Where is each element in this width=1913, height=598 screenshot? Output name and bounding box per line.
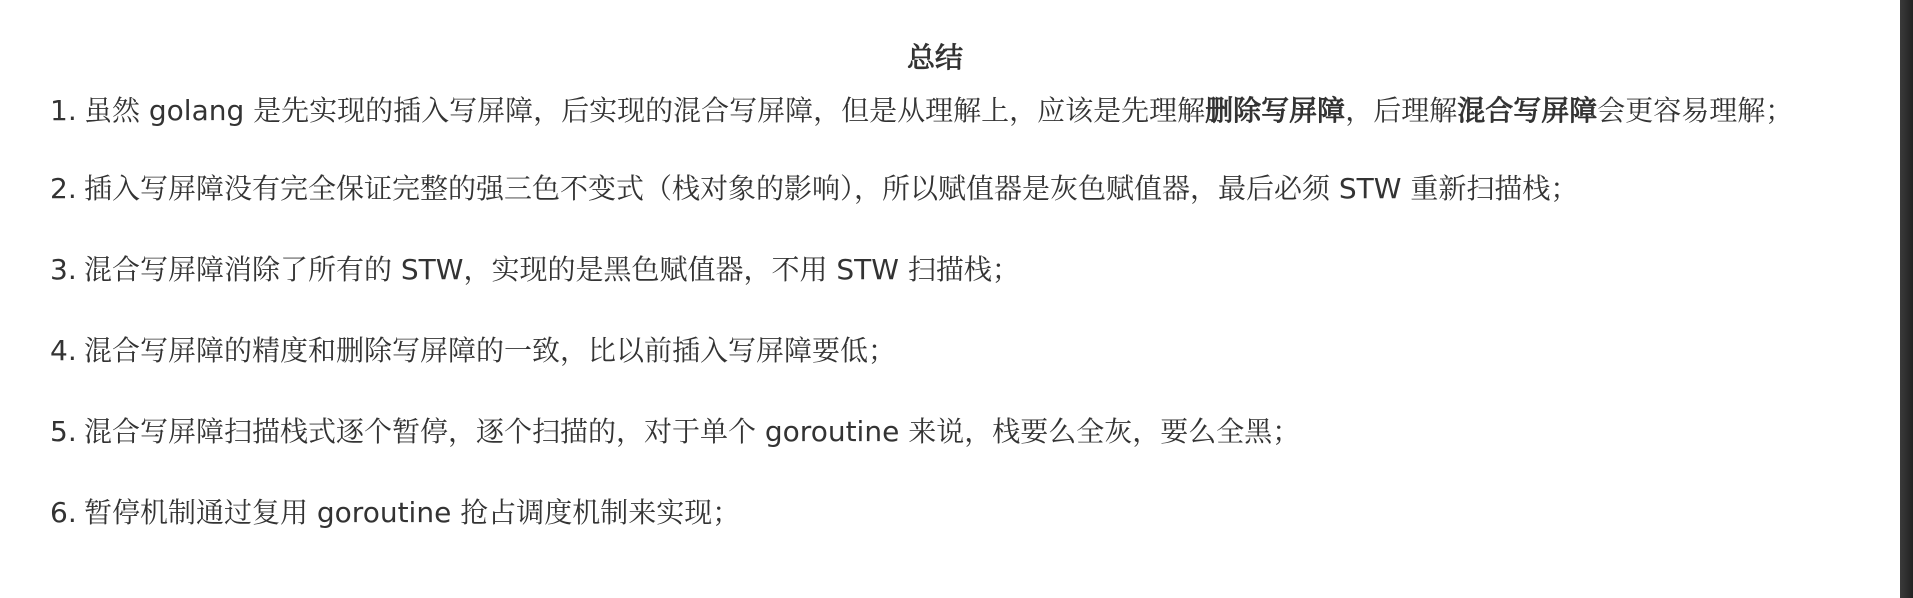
text-segment: 虽然 golang 是先实现的插入写屏障，后实现的混合写屏障，但是从理解上，应该是先理解 [84, 94, 1206, 127]
list-item [50, 164, 1860, 213]
list-item [50, 488, 1860, 537]
list-item-text: 混合写屏障扫描栈式逐个暂停，逐个扫描的，对于单个 goroutine 来说，栈要么全灰，要么全黑； [84, 415, 1301, 448]
list-item [50, 326, 1860, 375]
list-item-number: 4. [50, 334, 77, 367]
bold-term-delete-barrier: 删除写屏障 [1205, 94, 1346, 127]
bold-term-hybrid-barrier: 混合写屏障 [1457, 94, 1598, 127]
list-item-number: 6. [50, 496, 77, 529]
summary-list [50, 86, 1860, 569]
text-segment: 会更容易理解； [1597, 94, 1794, 127]
list-item-number: 5. [50, 415, 77, 448]
text-segment: ，后理解 [1345, 94, 1458, 127]
list-item-text: 插入写屏障没有完全保证完整的强三色不变式（栈对象的影响），所以赋值器是灰色赋值器，最后必须 STW 重新扫描栈； [84, 172, 1579, 205]
section-title: 总结 [906, 41, 963, 74]
list-item-text: 暂停机制通过复用 goroutine 抢占调度机制来实现； [84, 496, 741, 529]
list-item-text [84, 86, 1860, 135]
list-item [50, 407, 1860, 456]
list-item-number: 3. [50, 253, 77, 286]
list-item-number: 2. [50, 172, 77, 205]
list-item-text: 混合写屏障的精度和删除写屏障的一致，比以前插入写屏障要低； [84, 334, 897, 367]
list-item-number: 1. [50, 94, 77, 127]
window-edge-bar [1900, 0, 1913, 598]
list-item [50, 86, 1860, 135]
list-item [50, 245, 1860, 294]
list-item-text: 混合写屏障消除了所有的 STW，实现的是黑色赋值器，不用 STW 扫描栈； [84, 253, 1020, 286]
